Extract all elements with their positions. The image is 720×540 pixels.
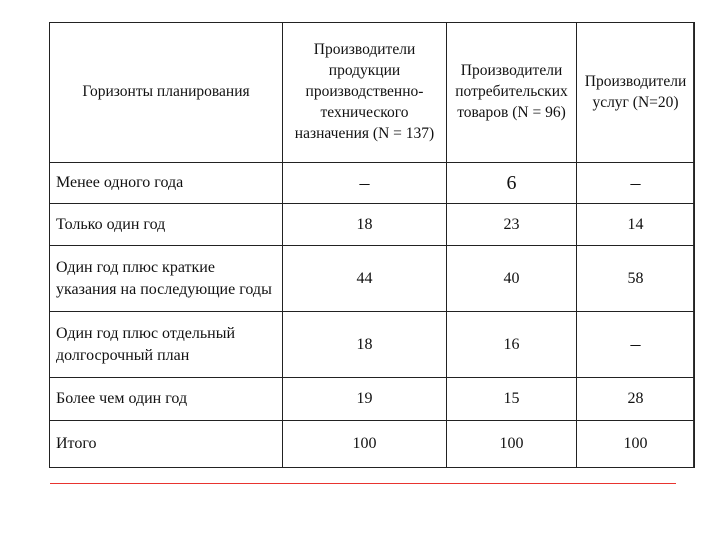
cell-value: 58: [577, 246, 695, 312]
cell-value: 18: [283, 312, 447, 377]
row-label: Итого: [50, 420, 283, 467]
row-label: Один год плюс краткие указания на последующие годы: [50, 246, 283, 312]
header-industrial-producers: Производители продукции производственно-технического назначения (N = 137): [283, 23, 447, 163]
cell-value: 44: [283, 246, 447, 312]
cell-value: 28: [577, 377, 695, 420]
cell-value: –: [283, 163, 447, 204]
table-row-total: [50, 420, 695, 467]
cell-value: 15: [447, 377, 577, 420]
cell-value: 100: [447, 420, 577, 467]
header-planning-horizons: Горизонты планирования: [50, 23, 283, 163]
cell-value: 18: [283, 204, 447, 246]
cell-value: –: [577, 312, 695, 377]
red-divider-line: [50, 483, 676, 484]
header-row: [50, 23, 695, 163]
row-label: Менее одного года: [50, 163, 283, 204]
header-consumer-goods-producers: Производители потребительских товаров (N = 96): [447, 23, 577, 163]
table-row: [50, 163, 695, 204]
row-label: Один год плюс отдельный долгосрочный план: [50, 312, 283, 377]
cell-value: 40: [447, 246, 577, 312]
cell-value: 100: [283, 420, 447, 467]
cell-value: 16: [447, 312, 577, 377]
table-row: [50, 246, 695, 312]
cell-value: 6: [447, 163, 577, 204]
cell-value: 14: [577, 204, 695, 246]
row-label: Только один год: [50, 204, 283, 246]
row-label: Более чем один год: [50, 377, 283, 420]
table-row: [50, 312, 695, 377]
cell-value: 100: [577, 420, 695, 467]
cell-value: –: [577, 163, 695, 204]
table-row: [50, 377, 695, 420]
table-row: [50, 204, 695, 246]
cell-value: 19: [283, 377, 447, 420]
header-service-producers: Производители услуг (N=20): [577, 23, 695, 163]
cell-value: 23: [447, 204, 577, 246]
planning-horizons-table: [49, 22, 695, 468]
